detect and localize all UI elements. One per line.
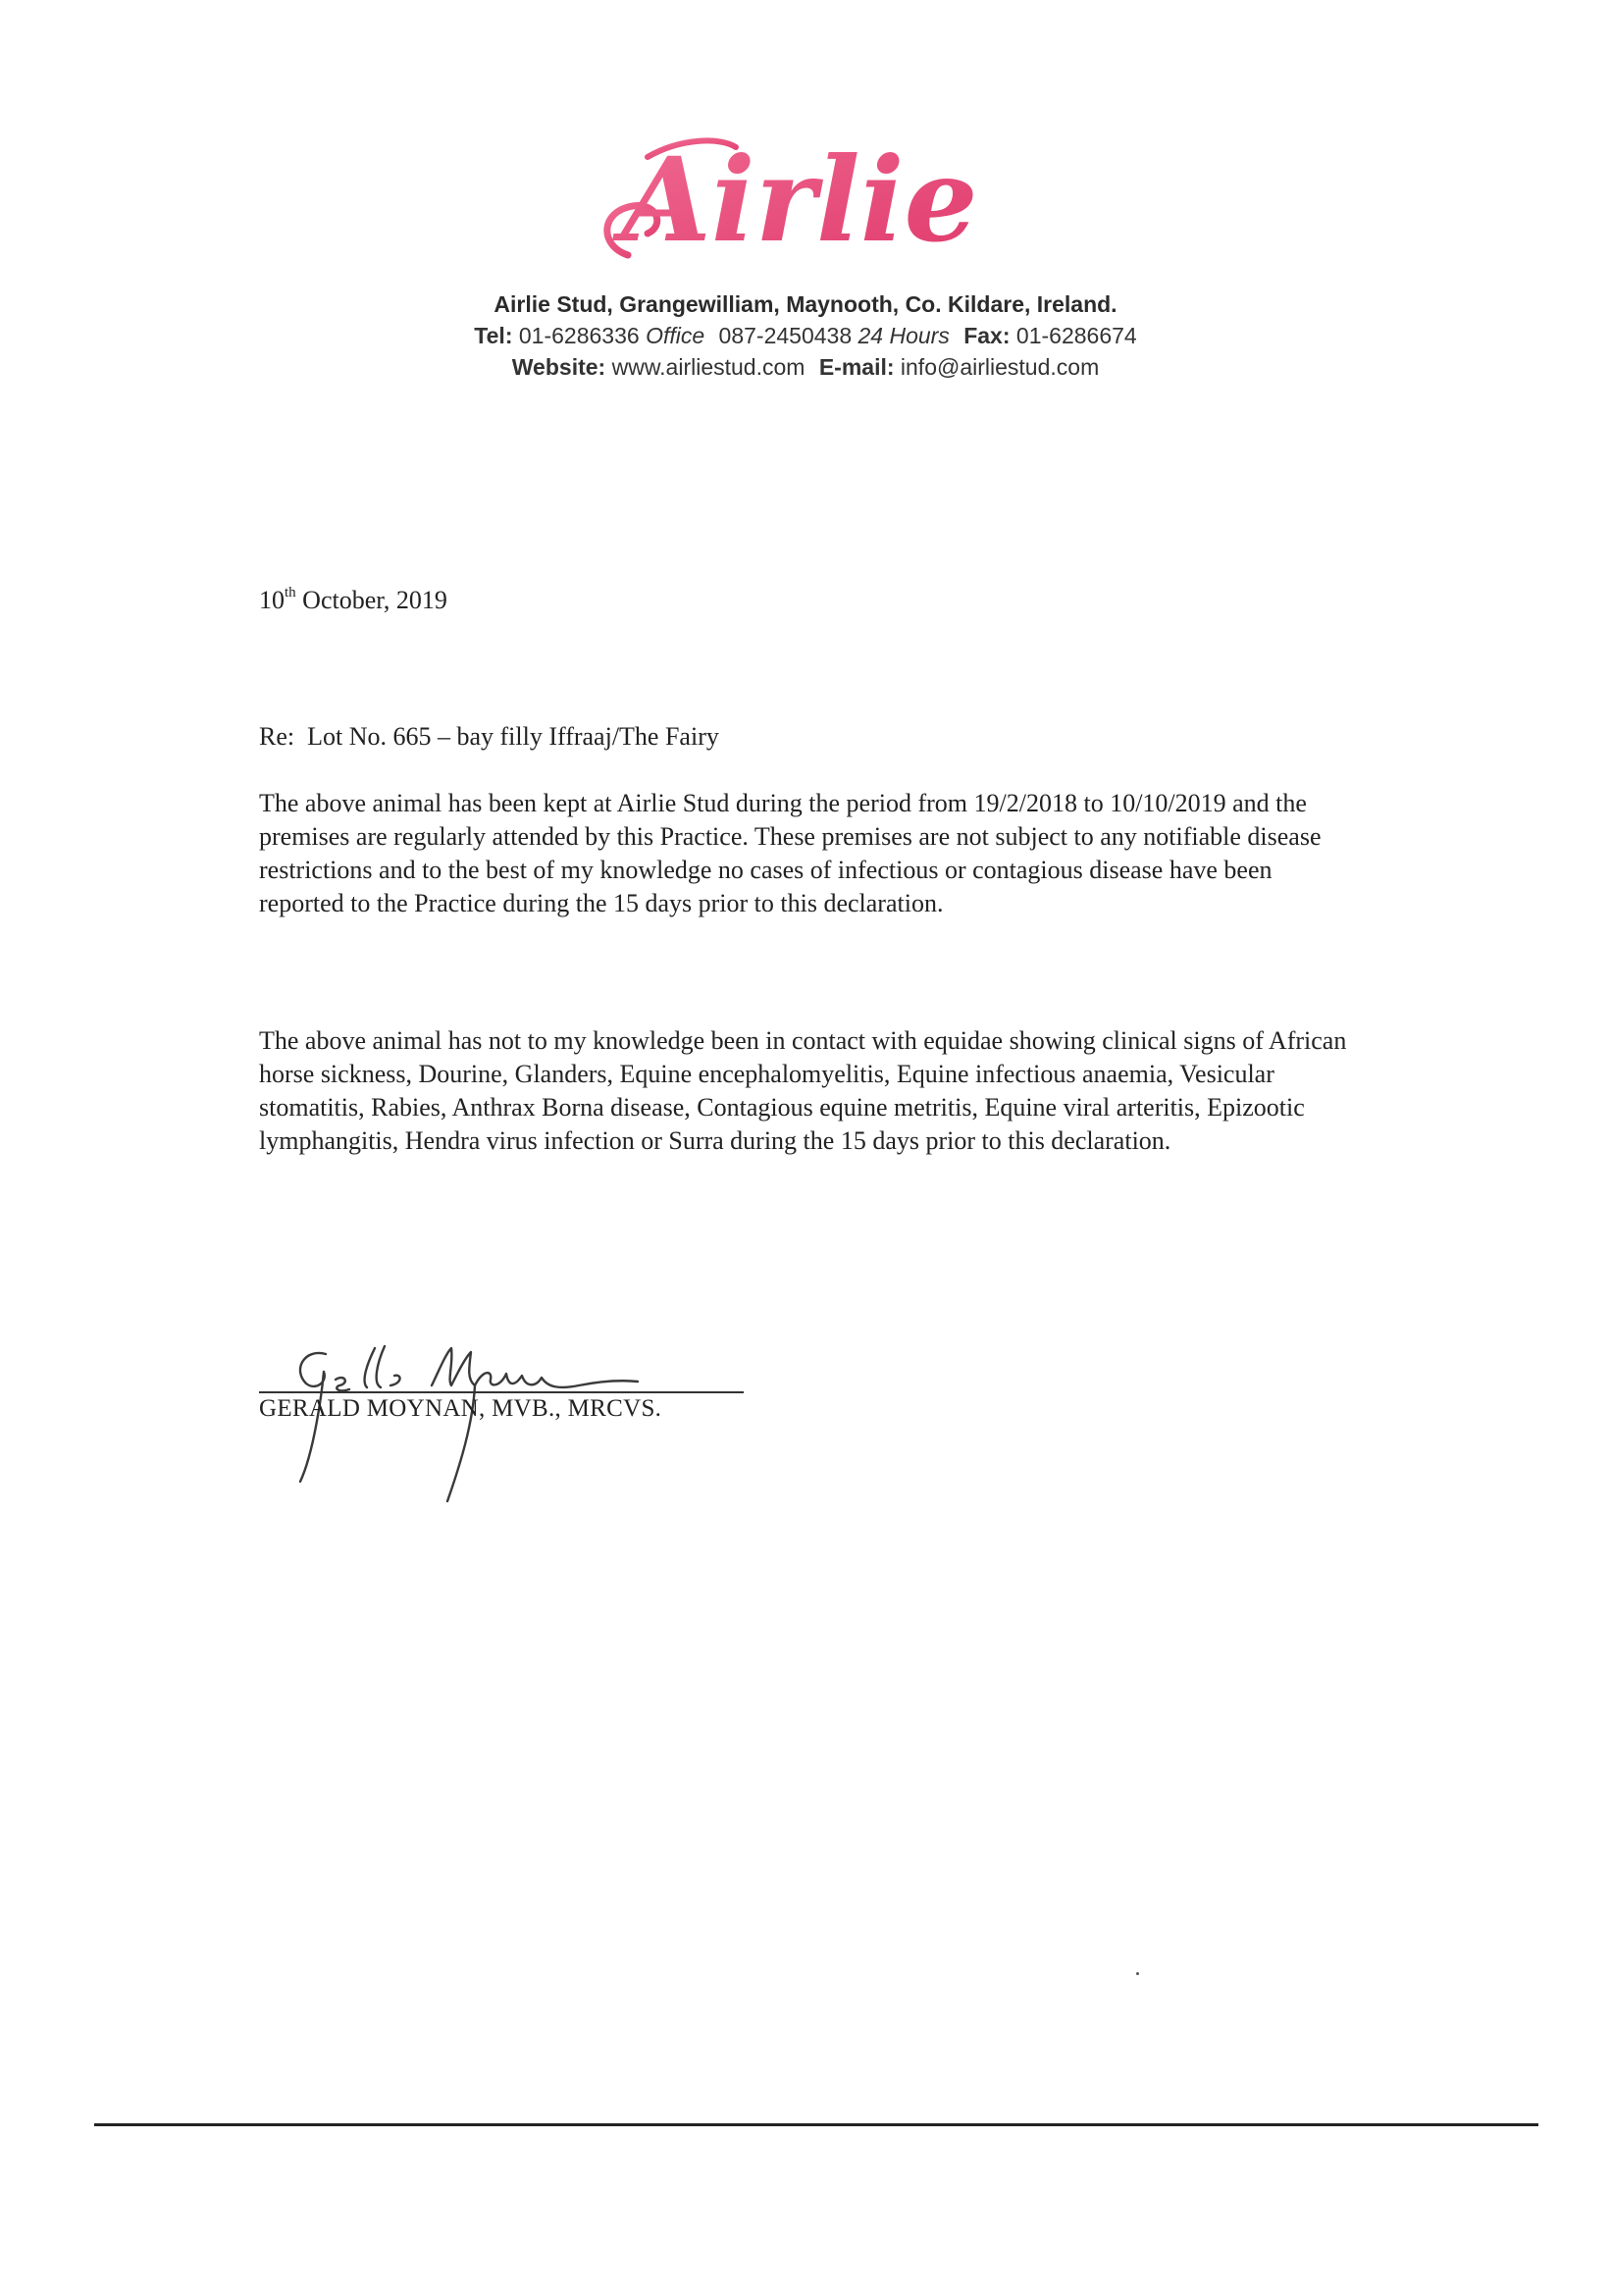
fax-number: 01-6286674: [1015, 323, 1137, 348]
email-address: info@airliestud.com: [900, 354, 1100, 380]
signer-name: GERALD MOYNAN, MVB., MRCVS.: [259, 1395, 662, 1422]
hours-label: 24 Hours: [857, 323, 950, 348]
email-label: E-mail:: [818, 354, 895, 380]
signature-line: [259, 1391, 744, 1393]
paragraph-disease-contact: The above animal has not to my knowledge been in contact with equidae showing clinical signs of African horse sickness, Dourine, Glanders, Equine encephalomyelitis, Equine infectious anaemia, Vesicular stomatitis, Rabies, Anthrax Borna disease, Contagious equine metritis, Equine viral arteritis, Epizootic lymphangitis, Hendra virus infection or Surra during the 15 days prior to this declaration.: [259, 1026, 1347, 1155]
website-url: www.airliestud.com: [611, 354, 806, 380]
logo-wordmark: Airlie: [621, 131, 978, 268]
tel-24-number: 087-2450438: [718, 323, 853, 348]
letter-date: 10th October, 2019: [259, 585, 447, 614]
subject-line: Re: Lot No. 665 – bay filly Iffraaj/The Fairy: [259, 722, 719, 751]
web-email-line: [324, 351, 1287, 383]
paragraph-premises: The above animal has been kept at Airlie Stud during the period from 19/2/2018 to 10/10/2019 and the premises are regularly attended by this Practice. These premises are not subject to any notifiable disease restrictions and to the best of my knowledge no cases of infectious or contagious disease have been reported to the Practice during the 15 days prior to this declaration.: [259, 789, 1322, 917]
scan-speck: [1136, 1972, 1139, 1975]
letterhead-address-block: [324, 288, 1287, 383]
airlie-logo: [589, 118, 1020, 285]
website-label: Website:: [511, 354, 606, 380]
stud-address: Airlie Stud, Grangewilliam, Maynooth, Co. Kildare, Ireland.: [494, 291, 1117, 317]
footer-rule: [94, 2123, 1538, 2126]
tel-office-number: 01-6286336: [518, 323, 640, 348]
tel-label: Tel:: [474, 323, 513, 348]
office-label: Office: [646, 323, 705, 348]
handwritten-signature: [265, 1334, 755, 1511]
phone-line: [324, 320, 1287, 351]
fax-label: Fax:: [963, 323, 1011, 348]
